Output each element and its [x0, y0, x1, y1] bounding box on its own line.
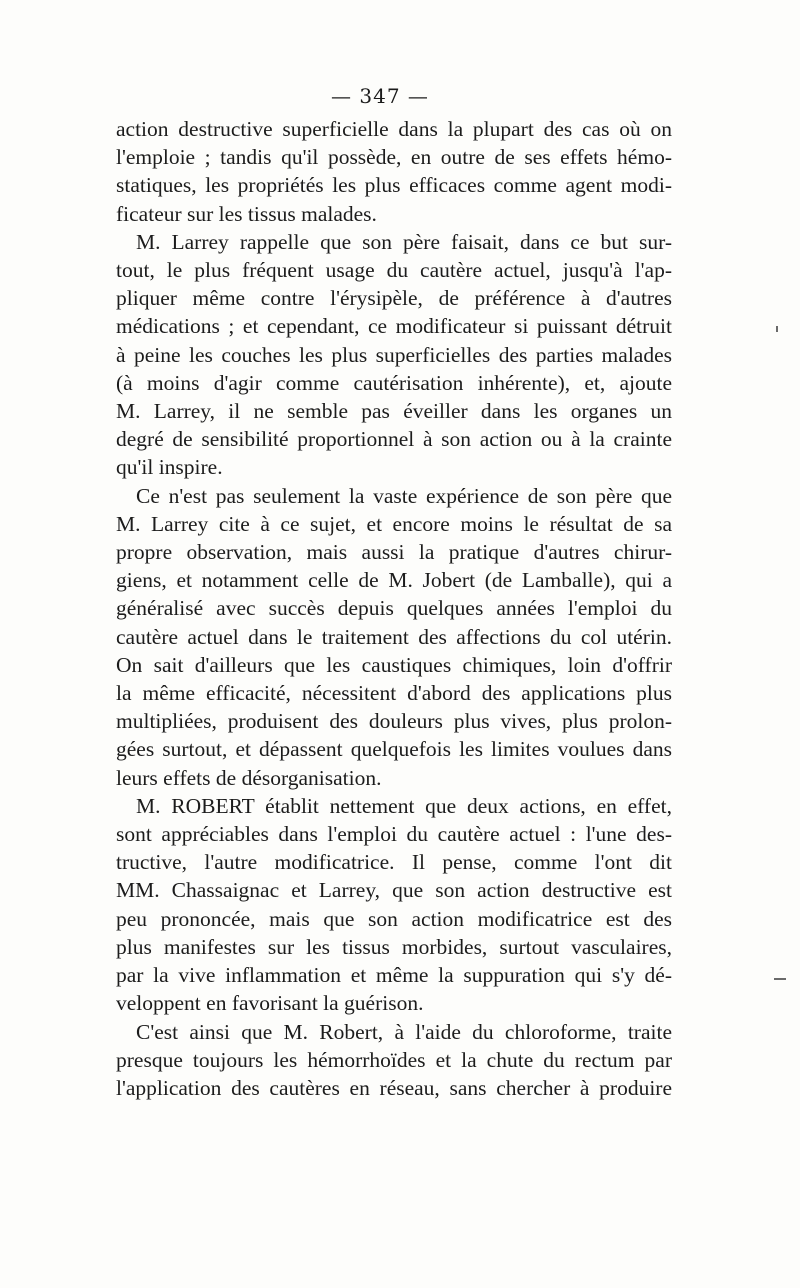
text-line: pliquer même contre l'érysipèle, de préférence à d'autres: [116, 286, 672, 311]
text-line: presque toujours les hémorrhoïdes et la chute du rectum par: [116, 1047, 672, 1072]
text-line: qu'il inspire.: [116, 455, 223, 480]
text-line: tructive, l'autre modificatrice. Il pense, comme l'ont dit: [116, 850, 672, 875]
paragraph: [116, 482, 672, 792]
text-line: peu prononcée, mais que son action modificatrice est des: [116, 906, 672, 931]
text-line: On sait d'ailleurs que les caustiques chimiques, loin d'offrir: [116, 652, 672, 677]
text-line: M. ROBERT établit nettement que deux actions, en effet,: [136, 793, 672, 818]
text-line: la même efficacité, nécessitent d'abord des applications plus: [116, 681, 672, 706]
text-line: ficateur sur les tissus malades.: [116, 201, 377, 226]
text-line: MM. Chassaignac et Larrey, que son action destructive est: [116, 878, 672, 903]
margin-mark: [774, 978, 786, 980]
paragraph: [116, 115, 672, 228]
text-line: sont appréciables dans l'emploi du cautère actuel : l'une des-: [116, 822, 672, 847]
text-line: plus manifestes sur les tissus morbides, surtout vasculaires,: [116, 934, 672, 959]
text-line: degré de sensibilité proportionnel à son action ou à la crainte: [116, 427, 672, 452]
text-line: propre observation, mais aussi la pratique d'autres chirur-: [116, 540, 672, 565]
body-text: [116, 115, 672, 1102]
text-line: C'est ainsi que M. Robert, à l'aide du chloroforme, traite: [136, 1019, 672, 1044]
paragraph: [116, 792, 672, 1018]
text-line: par la vive inflammation et même la suppuration qui s'y dé-: [116, 963, 672, 988]
text-line: cautère actuel dans le traitement des affections du col utérin.: [116, 624, 672, 649]
text-line: gées surtout, et dépassent quelquefois les limites voulues dans: [116, 737, 672, 762]
paragraph: [116, 1018, 672, 1103]
text-line: l'application des cautères en réseau, sans chercher à produire: [116, 1075, 672, 1100]
text-line: M. Larrey rappelle que son père faisait, dans ce but sur-: [136, 229, 672, 254]
text-line: M. Larrey cite à ce sujet, et encore moins le résultat de sa: [116, 511, 672, 536]
margin-mark: [776, 326, 778, 332]
text-line: veloppent en favorisant la guérison.: [116, 991, 424, 1016]
text-line: leurs effets de désorganisation.: [116, 765, 382, 790]
text-line: l'emploie ; tandis qu'il possède, en outre de ses effets hémo-: [116, 145, 672, 170]
page-number: — 347 —: [331, 84, 429, 108]
text-line: multipliées, produisent des douleurs plus vives, plus prolon-: [116, 709, 672, 734]
text-line: action destructive superficielle dans la plupart des cas où on: [116, 117, 672, 141]
paragraph: [116, 228, 672, 482]
text-line: (à moins d'agir comme cautérisation inhérente), et, ajoute: [116, 370, 672, 395]
text-line: généralisé avec succès depuis quelques années l'emploi du: [116, 596, 672, 621]
text-line: à peine les couches les plus superficielles des parties malades: [116, 342, 672, 367]
text-line: giens, et notamment celle de M. Jobert (de Lamballe), qui a: [116, 568, 672, 593]
text-line: M. Larrey, il ne semble pas éveiller dans les organes un: [116, 399, 672, 424]
text-line: tout, le plus fréquent usage du cautère actuel, jusqu'à l'ap-: [116, 258, 672, 283]
text-line: statiques, les propriétés les plus efficaces comme agent modi-: [116, 173, 672, 198]
text-line: Ce n'est pas seulement la vaste expérience de son père que: [136, 483, 672, 508]
text-line: médications ; et cependant, ce modificateur si puissant détruit: [116, 314, 672, 339]
